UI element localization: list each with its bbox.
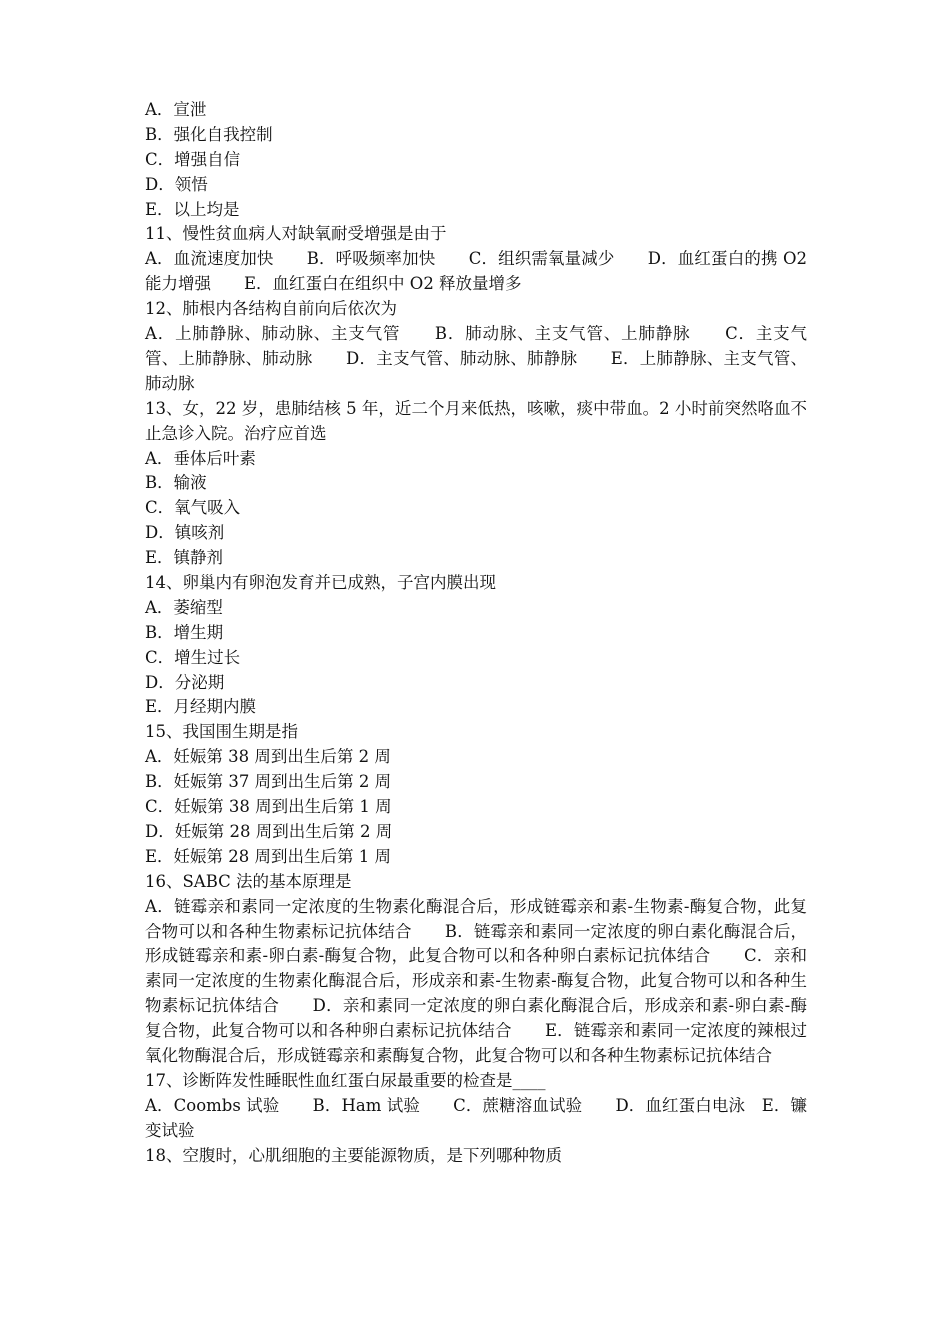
q17-options: A．Coombs 试验 B．Ham 试验 C．蔗糖溶血试验 D．血红蛋白电泳 E．镰变试验 (145, 1095, 807, 1140)
q18-title: 18、空腹时，心肌细胞的主要能源物质，是下列哪种物质 (145, 1145, 562, 1165)
q15-title: 15、我国围生期是指 (145, 722, 298, 742)
q14-option-a: A．萎缩型 (145, 597, 223, 617)
q16-title: 16、SABC 法的基本原理是 (145, 871, 352, 891)
q13-option-d: D．镇咳剂 (145, 523, 225, 543)
q11-title: 11、慢性贫血病人对缺氧耐受增强是由于 (145, 224, 447, 244)
q13-option-e: E．镇静剂 (145, 548, 224, 568)
q17-title: 17、诊断阵发性睡眠性血红蛋白尿最重要的检查是____ (145, 1070, 546, 1090)
q16-options: A．链霉亲和素同一定浓度的生物素化酶混合后，形成链霉亲和素-生物素-酶复合物，此复合物可以和各种生物素标记抗体结合 B．链霉亲和素同一定浓度的卵白素化酶混合后，形成链霉亲和素-卵白素-酶复合物，此复合物可以和各种卵白素标记抗体结合 C．亲和素同一定浓度的生物素化酶混合后，形成亲和素-生物素-酶复合物，此复合物可以和各种生物素标记抗体结合 D．亲和素同一定浓度的卵白素化酶混合后，形成亲和素-卵白素-酶复合物，此复合物可以和各种卵白素标记抗体结合 E．链霉亲和素同一定浓度的辣根过氧化物酶混合后，形成链霉亲和素酶复合物，此复合物可以和各种生物素标记抗体结合 (145, 896, 807, 1066)
q12-title: 12、肺根内各结构自前向后依次为 (145, 299, 397, 319)
q13-option-b: B．输液 (145, 473, 207, 493)
q15-option-c: C．妊娠第 38 周到出生后第 1 周 (145, 797, 392, 817)
q15-option-a: A．妊娠第 38 周到出生后第 2 周 (145, 747, 391, 767)
q13-option-a: A．垂体后叶素 (145, 448, 256, 468)
q13-title: 13、女，22 岁，患肺结核 5 年，近二个月来低热，咳嗽，痰中带血。2 小时前突然咯血不止急诊入院。治疗应首选 (145, 398, 807, 443)
q14-option-d: D．分泌期 (145, 672, 225, 692)
q13-option-c: C．氧气吸入 (145, 498, 241, 518)
q10-option-d: D．领悟 (145, 174, 208, 194)
q14-option-c: C．增生过长 (145, 647, 241, 667)
q10-option-b: B．强化自我控制 (145, 124, 273, 144)
q10-option-c: C．增强自信 (145, 149, 241, 169)
q15-option-d: D．妊娠第 28 周到出生后第 2 周 (145, 821, 393, 841)
document-page (145, 98, 807, 1169)
q11-options: A．血流速度加快 B．呼吸频率加快 C．组织需氧量减少 D．血红蛋白的携 O2 能力增强 E．血红蛋白在组织中 O2 释放量增多 (145, 249, 807, 294)
q15-option-b: B．妊娠第 37 周到出生后第 2 周 (145, 772, 392, 792)
q10-option-a: A．宣泄 (145, 100, 207, 119)
q14-title: 14、卵巢内有卵泡发育并已成熟，子宫内膜出现 (145, 573, 496, 593)
q14-option-b: B．增生期 (145, 622, 224, 642)
q12-options: A．上肺静脉、肺动脉、主支气管 B．肺动脉、主支气管、上肺静脉 C．主支气管、上肺静脉、肺动脉 D．主支气管、肺动脉、肺静脉 E．上肺静脉、主支气管、肺动脉 (145, 324, 807, 393)
q14-option-e: E．月经期内膜 (145, 697, 257, 717)
q10-option-e: E．以上均是 (145, 199, 240, 219)
q15-option-e: E．妊娠第 28 周到出生后第 1 周 (145, 846, 392, 866)
